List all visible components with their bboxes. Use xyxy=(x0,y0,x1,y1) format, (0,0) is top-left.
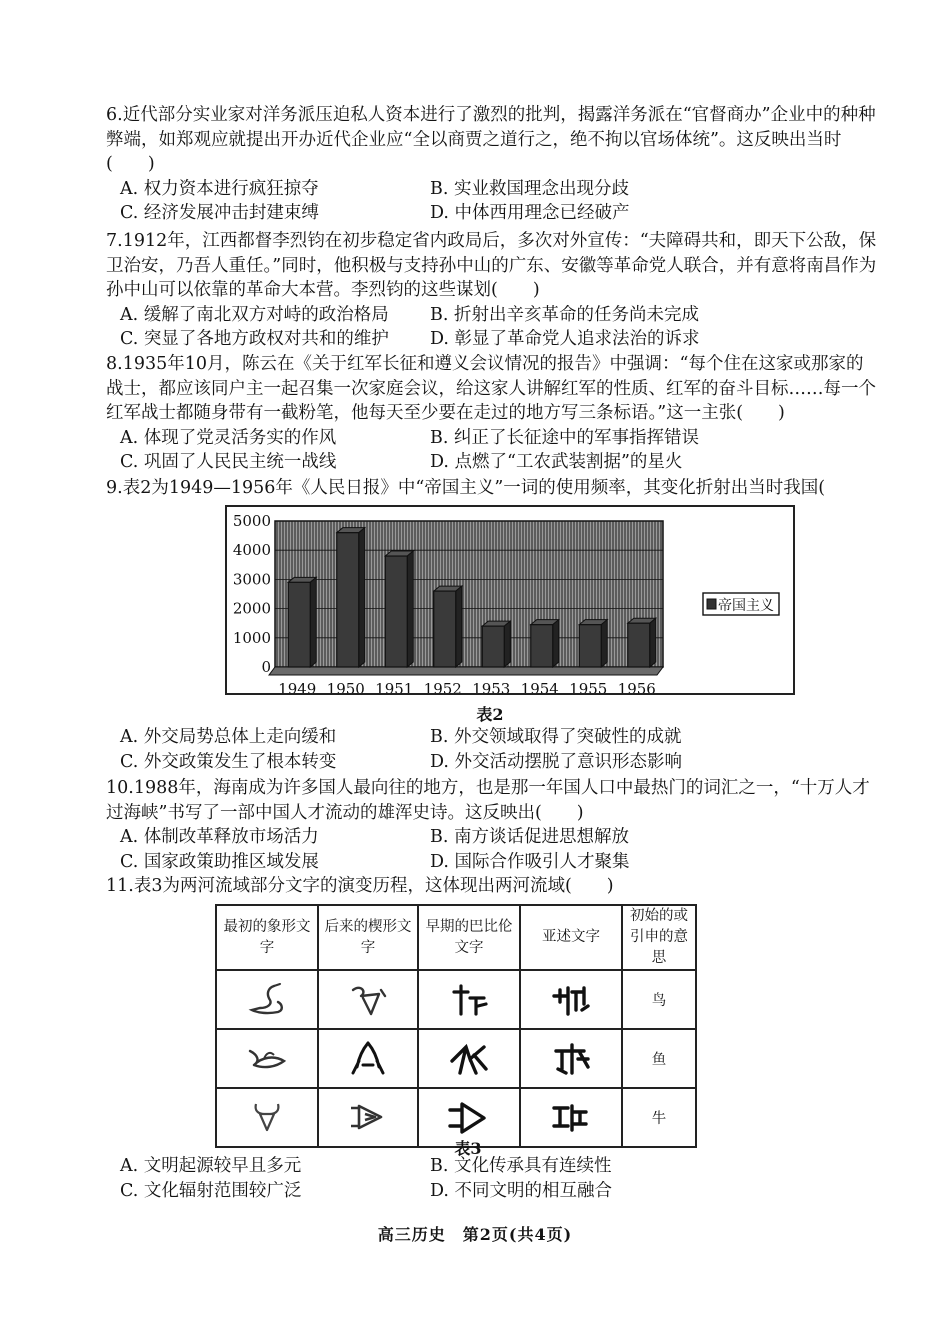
option-c: C. 经济发展冲击封建束缚 xyxy=(120,203,319,223)
x-tick-label: 1952 xyxy=(423,680,462,693)
options xyxy=(106,825,878,874)
meaning-cell: 鱼 xyxy=(622,1029,696,1088)
option-c: C. 文化辐射范围较广泛 xyxy=(120,1180,302,1201)
bar xyxy=(385,556,407,667)
ox-pictograph-icon xyxy=(244,1098,290,1138)
bird-cuneiform-icon xyxy=(345,980,391,1020)
chart-frame xyxy=(225,505,795,695)
question-11 xyxy=(106,874,878,899)
options xyxy=(106,1154,878,1203)
question-7 xyxy=(106,229,878,352)
ox-babylonian-icon xyxy=(446,1098,492,1138)
header-cell: 亚述文字 xyxy=(520,905,622,970)
x-tick-label: 1954 xyxy=(520,680,559,693)
question-stem: 7.1912年，江西都督李烈钧在初步稳定省内政局后，多次对外宣传：“夫障碍共和，即天下公敌，保卫治安，乃吾人重任。”同时，他积极与支持孙中山的广东、安徽等革命党人联合，并有意将南昌作为孙中山可以依靠的革命大本营。李烈钧的这些谋划( ) xyxy=(106,231,877,300)
question-stem: 6.近代部分实业家对洋务派压迫私人资本进行了激烈的批判，揭露洋务派在“官督商办”企业中的种种弊端，如郑观应就提出开办近代企业应“全以商贾之道行之，绝不拘以官场体统”。这反映出当时( ) xyxy=(106,105,876,174)
options xyxy=(106,177,878,226)
options xyxy=(106,426,878,475)
bar-side xyxy=(456,586,462,667)
bar xyxy=(579,625,601,667)
options xyxy=(106,725,878,774)
meaning-cell: 牛 xyxy=(622,1088,696,1147)
bar-side xyxy=(359,528,365,667)
x-tick-label: 1955 xyxy=(569,680,608,693)
option-b: B. 实业救国理念出现分歧 xyxy=(430,178,629,199)
question-stem: 11.表3为两河流域部分文字的演变历程，这体现出两河流域( ) xyxy=(106,876,614,896)
option-c: C. 国家政策助推区域发展 xyxy=(120,851,319,872)
pictograph-fish xyxy=(216,1029,318,1088)
fish-babylonian-icon xyxy=(446,1039,492,1079)
table-row xyxy=(216,970,696,1029)
legend-swatch xyxy=(707,599,716,609)
option-c: C. 外交政策发生了根本转变 xyxy=(120,751,337,772)
cuneiform-fish xyxy=(318,1029,418,1088)
option-a: A. 缓解了南北双方对峙的政治格局 xyxy=(120,304,389,325)
option-a: A. 体制改革释放市场活力 xyxy=(120,827,319,847)
fish-assyrian-icon xyxy=(548,1039,594,1079)
question-9 xyxy=(106,476,878,501)
bar-side xyxy=(553,620,559,667)
ox-assyrian-icon xyxy=(548,1098,594,1138)
bird-babylonian-icon xyxy=(446,980,492,1020)
question-6 xyxy=(106,103,878,226)
pictograph-bird xyxy=(216,970,318,1029)
question-11-options xyxy=(106,1154,878,1203)
assyrian-fish xyxy=(520,1029,622,1088)
assyrian-ox xyxy=(520,1088,622,1147)
question-stem: 10.1988年，海南成为许多国人最向往的地方，也是那一年国人口中最热门的词汇之一，“十万人才过海峡”书写了一部中国人才流动的雄浑史诗。这反映出( ) xyxy=(106,778,870,823)
ox-cuneiform-icon xyxy=(345,1098,391,1138)
bar xyxy=(434,591,456,667)
y-tick-label: 5000 xyxy=(232,512,271,530)
bar-side xyxy=(650,618,656,667)
bar-side xyxy=(601,620,607,667)
option-c: C. 突显了各地方政权对共和的维护 xyxy=(120,329,389,349)
pictograph-ox xyxy=(216,1088,318,1147)
bar xyxy=(628,623,650,667)
option-d: D. 国际合作吸引人才聚集 xyxy=(430,851,630,872)
x-tick-label: 1950 xyxy=(326,680,365,693)
bar-chart xyxy=(227,507,793,693)
table-row xyxy=(216,1029,696,1088)
x-tick-label: 1951 xyxy=(375,680,414,693)
bird-pictograph-icon xyxy=(244,980,290,1020)
question-10 xyxy=(106,776,878,874)
y-tick-label: 0 xyxy=(261,658,271,676)
x-tick-label: 1956 xyxy=(617,680,656,693)
fish-cuneiform-icon xyxy=(345,1039,391,1079)
option-b: B. 文化传承具有连续性 xyxy=(430,1156,612,1176)
option-d: D. 中体西用理念已经破产 xyxy=(430,203,630,223)
option-a: A. 权力资本进行疯狂掠夺 xyxy=(120,178,319,199)
x-tick-label: 1953 xyxy=(472,680,511,693)
question-9-options xyxy=(106,725,878,774)
option-a: A. 外交局势总体上走向缓和 xyxy=(120,727,337,747)
y-tick-label: 4000 xyxy=(232,541,271,560)
cuneiform-bird xyxy=(318,970,418,1029)
table-header-row xyxy=(216,905,696,970)
bar-side xyxy=(407,551,413,667)
meaning-cell: 鸟 xyxy=(622,970,696,1029)
y-tick-label: 3000 xyxy=(232,570,271,589)
fish-pictograph-icon xyxy=(244,1039,290,1079)
bar xyxy=(337,533,359,667)
cuneiform-ox xyxy=(318,1088,418,1147)
script-evolution-table xyxy=(215,904,697,1148)
table-caption: 表3 xyxy=(454,1139,482,1158)
chart-floor xyxy=(269,667,663,675)
question-8 xyxy=(106,352,878,475)
option-d: D. 点燃了“工农武装割据”的星火 xyxy=(430,452,683,472)
babylonian-bird xyxy=(418,970,520,1029)
chart-caption: 表2 xyxy=(476,705,504,724)
option-a: A. 文明起源较早且多元 xyxy=(120,1156,302,1176)
bar xyxy=(288,582,310,667)
babylonian-fish xyxy=(418,1029,520,1088)
question-stem: 8.1935年10月，陈云在《关于红军长征和遵义会议情况的报告》中强调：“每个住在这家或那家的战士，都应该同户主一起召集一次家庭会议，给这家人讲解红军的性质、红军的奋斗目标……每一个红军战士都随身带有一截粉笔，他每天至少要在走过的地方写三条标语。”这一主张( ) xyxy=(106,354,876,423)
legend-label: 帝国主义 xyxy=(718,598,774,614)
option-d: D. 彰显了革命党人追求法治的诉求 xyxy=(430,329,700,349)
bar-side xyxy=(310,577,316,667)
bar xyxy=(482,626,504,667)
option-d: D. 不同文明的相互融合 xyxy=(430,1180,613,1201)
option-b: B. 外交领域取得了突破性的成就 xyxy=(430,727,682,747)
option-b: B. 南方谈话促进思想解放 xyxy=(430,827,629,847)
y-tick-label: 2000 xyxy=(232,599,271,618)
option-a: A. 体现了党灵活务实的作风 xyxy=(120,427,337,448)
x-tick-label: 1949 xyxy=(278,680,317,693)
bar-side xyxy=(504,621,510,667)
header-cell: 后来的楔形文字 xyxy=(318,905,418,970)
header-cell: 早期的巴比伦文字 xyxy=(418,905,520,970)
bird-assyrian-icon xyxy=(548,980,594,1020)
option-c: C. 巩固了人民民主统一战线 xyxy=(120,452,337,472)
y-tick-label: 1000 xyxy=(232,628,271,647)
question-stem: 9.表2为1949—1956年《人民日报》中“帝国主义”一词的使用频率，其变化折射出当时我国( xyxy=(106,478,826,498)
header-cell: 最初的象形文字 xyxy=(216,905,318,970)
assyrian-bird xyxy=(520,970,622,1029)
bar xyxy=(531,625,553,667)
option-d: D. 外交活动摆脱了意识形态影响 xyxy=(430,751,683,772)
option-b: B. 折射出辛亥革命的任务尚未完成 xyxy=(430,304,699,325)
options xyxy=(106,303,878,352)
page-footer: 高三历史 第2页(共4页) xyxy=(377,1225,573,1244)
header-cell: 初始的或引申的意思 xyxy=(622,905,696,970)
option-b: B. 纠正了长征途中的军事指挥错误 xyxy=(430,427,699,448)
